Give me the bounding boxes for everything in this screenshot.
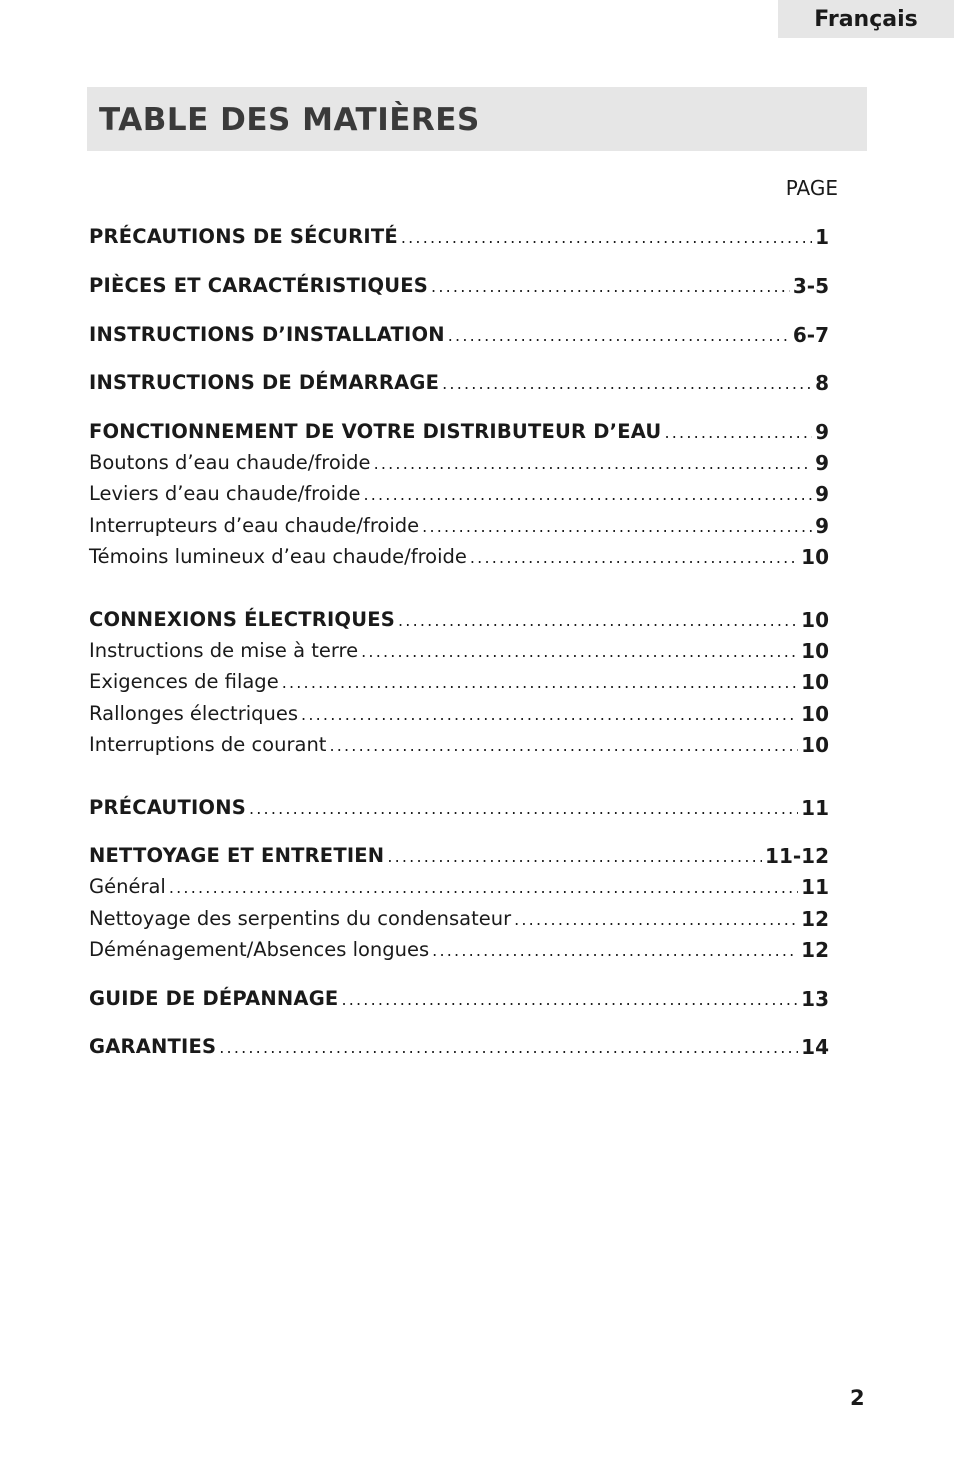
toc-subentry bbox=[89, 728, 829, 758]
toc-subentry bbox=[89, 540, 829, 570]
toc-leader-dots bbox=[387, 843, 762, 869]
toc-entry-page: 10 bbox=[801, 670, 829, 694]
toc-leader-dots bbox=[398, 607, 798, 633]
toc-entry-page: 12 bbox=[801, 907, 829, 931]
toc-entry-page: 9 bbox=[815, 514, 829, 538]
toc-entry-page: 3-5 bbox=[792, 274, 829, 298]
toc-leader-dots bbox=[664, 419, 812, 445]
toc-leader-dots bbox=[422, 513, 812, 539]
toc-entry-label: PRÉCAUTIONS DE SÉCURITÉ bbox=[89, 225, 398, 248]
page-title: TABLE DES MATIÈRES bbox=[99, 102, 480, 138]
toc-leader-dots bbox=[329, 732, 798, 758]
toc-entry-label: Exigences de filage bbox=[89, 670, 279, 693]
toc-subentry bbox=[89, 634, 829, 664]
toc-entry-page: 10 bbox=[801, 639, 829, 663]
toc-subentry bbox=[89, 902, 829, 932]
toc-entry bbox=[89, 366, 829, 396]
toc-subentry bbox=[89, 446, 829, 476]
toc-leader-dots bbox=[442, 370, 812, 396]
toc-entry-page: 10 bbox=[801, 733, 829, 757]
toc-entry-label: Général bbox=[89, 875, 166, 898]
title-bar bbox=[87, 87, 867, 151]
toc-leader-dots bbox=[448, 322, 790, 348]
toc-entry-page: 13 bbox=[801, 987, 829, 1011]
toc-subentry bbox=[89, 477, 829, 507]
toc-entry-label: FONCTIONNEMENT DE VOTRE DISTRIBUTEUR D’EAU bbox=[89, 420, 662, 443]
toc-entry-label: INSTRUCTIONS DE DÉMARRAGE bbox=[89, 371, 440, 394]
toc-entry bbox=[89, 1030, 829, 1060]
toc-entry-label: Interruptions de courant bbox=[89, 733, 327, 756]
toc-entry-page: 10 bbox=[801, 608, 829, 632]
toc-entry-page: 11 bbox=[801, 796, 829, 820]
toc-leader-dots bbox=[282, 669, 798, 695]
toc-subentry bbox=[89, 870, 829, 900]
toc-leader-dots bbox=[374, 450, 813, 476]
toc-entry-label: GARANTIES bbox=[89, 1035, 217, 1058]
toc-entry-label: Déménagement/Absences longues bbox=[89, 938, 430, 961]
toc-entry-page: 1 bbox=[815, 225, 829, 249]
toc-entry-label: Boutons d’eau chaude/froide bbox=[89, 451, 371, 474]
toc-entry bbox=[89, 318, 829, 348]
toc-leader-dots bbox=[401, 224, 812, 250]
toc-entry-page: 8 bbox=[815, 371, 829, 395]
toc-entry-page: 10 bbox=[801, 702, 829, 726]
toc-entry-label: PRÉCAUTIONS bbox=[89, 796, 246, 819]
toc-subentry bbox=[89, 697, 829, 727]
toc-entry-page: 10 bbox=[801, 545, 829, 569]
toc-entry-label: CONNEXIONS ÉLECTRIQUES bbox=[89, 608, 395, 631]
toc-entry bbox=[89, 220, 829, 250]
toc-subentry bbox=[89, 665, 829, 695]
page-number: 2 bbox=[850, 1386, 865, 1410]
toc-entry bbox=[89, 839, 829, 869]
toc-leader-dots bbox=[341, 986, 798, 1012]
toc-leader-dots bbox=[432, 937, 798, 963]
toc-entry-label: Témoins lumineux d’eau chaude/froide bbox=[89, 545, 467, 568]
toc-entry-label: GUIDE DE DÉPANNAGE bbox=[89, 987, 339, 1010]
toc-entry-page: 9 bbox=[815, 420, 829, 444]
toc-entry-page: 9 bbox=[815, 482, 829, 506]
toc-entry-page: 11-12 bbox=[765, 844, 829, 868]
toc-entry bbox=[89, 269, 829, 299]
toc-entry-page: 14 bbox=[801, 1035, 829, 1059]
toc-entry bbox=[89, 415, 829, 445]
toc-entry-label: Leviers d’eau chaude/froide bbox=[89, 482, 361, 505]
toc-entry bbox=[89, 791, 829, 821]
toc-entry-label: Nettoyage des serpentins du condensateur bbox=[89, 907, 512, 930]
page-column-header: PAGE bbox=[785, 176, 838, 200]
toc-leader-dots bbox=[363, 481, 812, 507]
toc-leader-dots bbox=[431, 273, 790, 299]
toc-leader-dots bbox=[301, 701, 798, 727]
toc-entry bbox=[89, 982, 829, 1012]
toc-entry bbox=[89, 603, 829, 633]
toc-entry-label: PIÈCES ET CARACTÉRISTIQUES bbox=[89, 274, 429, 297]
toc-entry-page: 12 bbox=[801, 938, 829, 962]
toc-leader-dots bbox=[219, 1034, 798, 1060]
toc-leader-dots bbox=[361, 638, 798, 664]
toc-leader-dots bbox=[249, 795, 798, 821]
toc-subentry bbox=[89, 933, 829, 963]
language-tab: Français bbox=[778, 0, 954, 38]
toc-entry-label: Instructions de mise à terre bbox=[89, 639, 359, 662]
toc-leader-dots bbox=[169, 874, 798, 900]
toc-entry-label: Rallonges électriques bbox=[89, 702, 299, 725]
toc-leader-dots bbox=[470, 544, 798, 570]
toc-entry-page: 6-7 bbox=[792, 323, 829, 347]
toc-entry-label: INSTRUCTIONS D’INSTALLATION bbox=[89, 323, 445, 346]
toc-entry-label: NETTOYAGE ET ENTRETIEN bbox=[89, 844, 385, 867]
toc-entry-page: 11 bbox=[801, 875, 829, 899]
toc-entry-label: Interrupteurs d’eau chaude/froide bbox=[89, 514, 420, 537]
toc-entry-page: 9 bbox=[815, 451, 829, 475]
toc-subentry bbox=[89, 509, 829, 539]
toc-leader-dots bbox=[514, 906, 798, 932]
